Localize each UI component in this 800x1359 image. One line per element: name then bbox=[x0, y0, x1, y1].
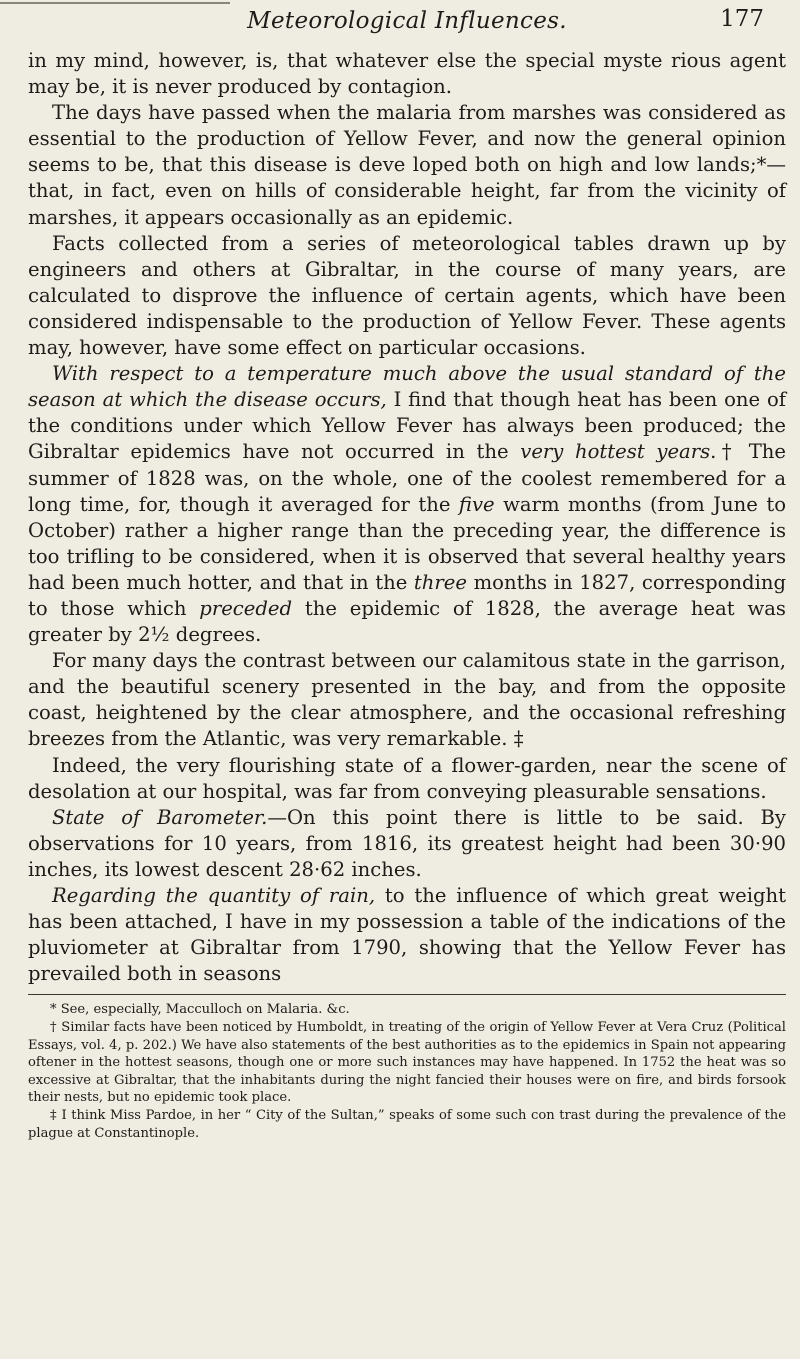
paragraph bbox=[28, 805, 786, 883]
emphasis: three bbox=[413, 570, 467, 594]
paragraph-text: months in 1827, corresponding to those which bbox=[28, 570, 786, 620]
paragraph: For many days the contrast between our calamitous state in the garrison, and the beautiful scenery presented in the bay, and from the opposite coast, heightened by the clear atmosphere, and the occasional refreshing breezes from the Atlantic, was very remarkable. ‡ bbox=[28, 649, 786, 751]
paragraph: The days have passed when the malaria from marshes was considered as essential to the production of Yellow Fever, and now the general opinion seems to be, that this disease is deve loped both on high and low lands;*—that, in fact, even on hills of considerable height, far from the vicinity of marshes, it appears occasionally as an epidemic. bbox=[28, 101, 786, 229]
footnote: * See, especially, Macculloch on Malaria. &c. bbox=[50, 1002, 350, 1018]
footnote: † Similar facts have been noticed by Humboldt, in treating of the origin of Yellow Fever at Vera Cruz (Political Essays, vol. 4, p. 202.) We have also statements of the best authorities as to the epidemics in Spain not appearing oftener in the hottest seasons, though one or more such instances may have happened. In 1752 the heat was so excessive at Gibraltar, that the inhabitants during the night fancied their houses were on fire, and birds forsook their nests, but no epidemic took place. bbox=[28, 1019, 786, 1106]
body-text bbox=[28, 48, 786, 987]
emphasis: very hottest years bbox=[520, 440, 711, 464]
paragraph-text: I find that though heat has been one of the conditions under which Yellow Fever has always been produced; the Gibraltar epidemics have not occurred in the bbox=[28, 388, 786, 464]
footnote-divider bbox=[28, 994, 786, 995]
paragraph-text: .† The summer of 1828 was, on the whole, one of the coolest remembered for a long time, for, though it averaged for the bbox=[28, 440, 786, 516]
paragraph: Facts collected from a series of meteorological tables drawn up by engineers and others at Gibraltar, in the course of many years, are calculated to disprove the influence of certain agents, which have been considered indispensable to the production of Yellow Fever. These agents may, however, have some effect on particular occasions. bbox=[28, 231, 786, 360]
emphasis: preceded bbox=[199, 596, 293, 620]
paragraph-lead: With respect to a temperature much above the usual standard of the season at which the disease occurs, bbox=[28, 362, 786, 412]
paragraph-text: —On this point there is little to be said. By observations for 10 years, from 1816, its greatest height had been 30·90 inches, its lowest descent 28·62 inches. bbox=[28, 805, 786, 881]
footnotes bbox=[28, 1001, 786, 1142]
paragraph bbox=[28, 361, 786, 648]
paragraph bbox=[28, 883, 786, 987]
footnote: ‡ I think Miss Pardoe, in her “ City of the Sultan,” speaks of some such con trast during the prevalence of the plague at Constantinople. bbox=[28, 1107, 786, 1141]
running-title: Meteorological Influences. bbox=[247, 8, 567, 34]
paragraph-text: the epidemic of 1828, the average heat was greater by 2½ degrees. bbox=[28, 596, 786, 647]
page-number: 177 bbox=[720, 6, 764, 32]
paragraph-text: warm months (from June to October) rather a higher range than the preceding year, the difference is too trifling to be considered, when it is observed that several healthy years had been much hotter, and that in the bbox=[28, 492, 786, 594]
page-header bbox=[28, 0, 786, 48]
paragraph: in my mind, however, is, that whatever else the special myste rious agent may be, it is never produced by contagion. bbox=[28, 49, 786, 99]
paragraph-text: to the influence of which great weight has been attached, I have in my possession a table of the indications of the pluviometer at Gibraltar from 1790, showing that the Yellow Fever has prevailed both in seasons bbox=[28, 884, 786, 986]
paragraph: Indeed, the very flourishing state of a flower-garden, near the scene of desolation at our hospital, was far from conveying pleasurable sensations. bbox=[28, 753, 786, 803]
emphasis: five bbox=[458, 492, 495, 516]
paragraph-lead: State of Barometer. bbox=[52, 805, 268, 829]
paragraph-lead: Regarding the quantity of rain, bbox=[52, 884, 376, 907]
